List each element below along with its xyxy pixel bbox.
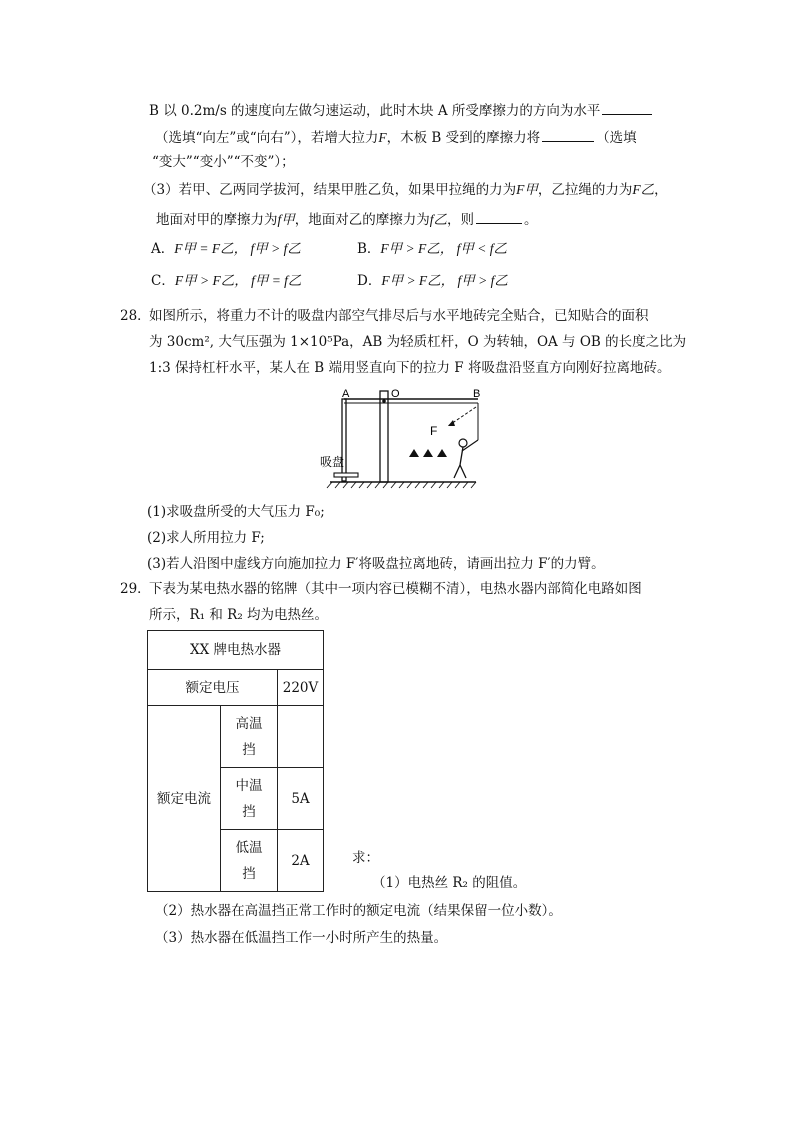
label-o: O	[391, 388, 400, 400]
voltage-label: 额定电压	[148, 670, 278, 706]
tile-mark-3	[437, 449, 447, 457]
choice-b[interactable]: B．F甲 > F乙， f甲 < f乙	[357, 241, 508, 257]
q29-line-2: 所示，R₁ 和 R₂ 均为电热丝。	[149, 607, 329, 623]
tile-mark-2	[423, 449, 433, 457]
q28-sub-3: (3)若人沿图中虚线方向施加拉力 F′将吸盘拉离地砖，请画出拉力 F′的力臂。	[147, 556, 605, 572]
mid-gear-label: 中温 挡	[221, 768, 278, 830]
low-gear-label: 低温 挡	[221, 830, 278, 892]
intro-line-2: （选填“向左”或“向右”），若增大拉力F，木板 B 受到的摩擦力将 （选填	[155, 127, 637, 147]
answer-blank-friction[interactable]	[542, 127, 594, 142]
answer-blank-direction[interactable]	[602, 100, 652, 115]
q29-sub-3: （3）热水器在低温挡工作一小时所产生的热量。	[155, 930, 448, 946]
low-gear-value: 2A	[278, 830, 324, 892]
tile-mark-1	[409, 449, 419, 457]
force-arrow-head	[448, 420, 455, 426]
q29-sub-2: （2）热水器在高温挡正常工作时的额定电流（结果保留一位小数）。	[155, 903, 562, 919]
q29-ask: 求：	[352, 850, 379, 866]
mid-gear-value: 5A	[278, 768, 324, 830]
label-a: A	[342, 388, 350, 400]
q28-sub-2: (2)求人所用拉力 F;	[147, 530, 265, 546]
label-cup: 吸盘	[320, 455, 345, 469]
suction-cup	[334, 473, 358, 477]
label-f: F	[430, 424, 438, 438]
q3-line-1: （3）若甲、乙两同学拔河，结果甲胜乙负，如果甲拉绳的力为F甲，乙拉绳的力为F乙，	[143, 182, 668, 198]
label-b: B	[473, 388, 481, 400]
high-gear-label: 高温 挡	[221, 706, 278, 768]
person-icon	[454, 439, 478, 478]
lever-figure	[306, 385, 496, 497]
q28-line-3: 1:3 保持杠杆水平，某人在 B 端用竖直向下的拉力 F 将吸盘沿竖直方向刚好拉离地砖。	[149, 360, 671, 376]
ground-hatch	[327, 482, 476, 488]
table-title: XX 牌电热水器	[148, 631, 324, 670]
pivot-pole	[380, 391, 388, 482]
pivot-point	[382, 399, 386, 403]
nameplate-table	[147, 630, 324, 892]
current-label: 额定电流	[148, 706, 221, 892]
q28-line-2: 为 30cm², 大气压强为 1×10⁵Pa，AB 为轻质杠杆，O 为转轴，OA 与 OB 的长度之比为	[149, 334, 687, 350]
q3-line-2: 地面对甲的摩擦力为f甲，地面对乙的摩擦力为f乙，则 。	[156, 209, 538, 229]
q29-number: 29．	[120, 581, 151, 597]
q28-sub-1: (1)求吸盘所受的大气压力 F₀;	[147, 504, 325, 520]
q29-sub-1: （1）电热丝 R₂ 的阻值。	[372, 875, 527, 891]
answer-blank-q3[interactable]	[476, 209, 522, 224]
choice-a[interactable]: A．F甲 = F乙， f甲 > f乙	[151, 241, 301, 257]
intro-line-3: “变大”“变小”“不变”）；	[152, 154, 295, 170]
q29-line-1: 下表为某电热水器的铭牌（其中一项内容已模糊不清），电热水器内部简化电路如图	[149, 581, 642, 597]
q28-line-1: 如图所示，将重力不计的吸盘内部空气排尽后与水平地砖完全贴合，已知贴合的面积	[149, 308, 649, 324]
high-gear-value	[278, 706, 324, 768]
q28-number: 28．	[120, 308, 151, 324]
voltage-value: 220V	[278, 670, 324, 706]
choice-c[interactable]: C．F甲 > F乙， f甲 = f乙	[151, 273, 302, 289]
choice-d[interactable]: D．F甲 > F乙， f甲 > f乙	[357, 273, 508, 289]
intro-line-1: B 以 0.2m/s 的速度向左做匀速运动，此时木块 A 所受摩擦力的方向为水平	[149, 100, 654, 120]
